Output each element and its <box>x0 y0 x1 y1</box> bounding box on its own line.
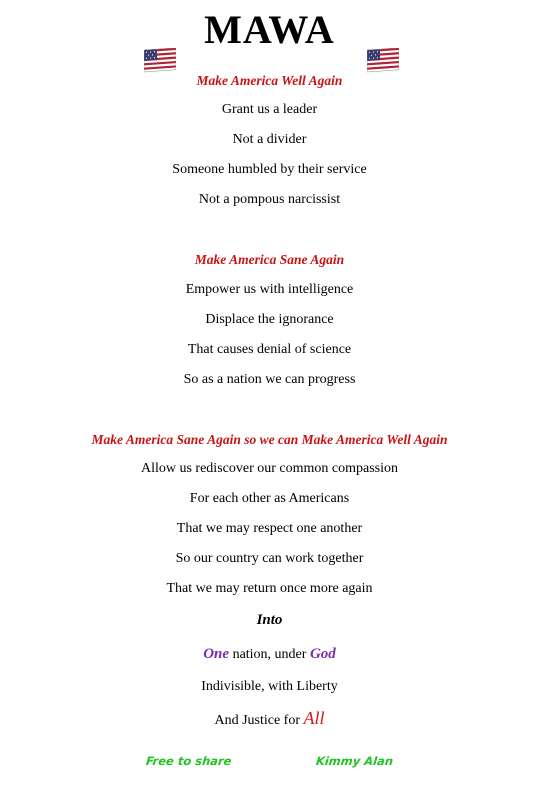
poem-title: MAWA <box>204 7 335 52</box>
closing-into: Into <box>256 612 283 628</box>
us-flag-icon <box>144 48 176 74</box>
poem-line: Not a pompous narcissist <box>198 192 341 207</box>
footer-author: Kimmy Alan <box>315 754 394 768</box>
closing-indivisible: Indivisible, with Liberty <box>201 679 338 694</box>
stanza-heading: Make America Sane Again <box>194 252 345 267</box>
poem-line: Displace the ignorance <box>205 312 334 327</box>
poem-line: So our country can work together <box>175 551 364 566</box>
closing-justice <box>0 709 539 730</box>
poem-line: Allow us rediscover our common compassion <box>140 461 398 476</box>
poem-line: Empower us with intelligence <box>185 282 354 297</box>
poem-line: Someone humbled by their service <box>172 162 367 177</box>
us-flag-icon <box>367 48 399 74</box>
one-word: One <box>203 646 230 662</box>
stanza-heading: Make America Well Again <box>196 73 343 88</box>
justice-text: And Justice for <box>214 713 304 728</box>
god-word: God <box>309 646 336 662</box>
footer-free-to-share: Free to share <box>145 754 233 768</box>
poem-line: That causes denial of science <box>187 342 352 357</box>
poem-line: Grant us a leader <box>221 102 318 117</box>
poem-line: For each other as Americans <box>189 491 350 506</box>
poem-line: So as a nation we can progress <box>183 372 356 387</box>
nation-under-text: nation, under <box>229 647 310 662</box>
stanza-heading: Make America Sane Again so we can Make America Well Again <box>91 432 448 447</box>
poem-line: Not a divider <box>232 132 307 147</box>
poem-line: That we may return once more again <box>166 581 373 596</box>
closing-one-nation <box>0 645 539 664</box>
all-word: All <box>303 708 325 728</box>
poem-line: That we may respect one another <box>176 521 363 536</box>
